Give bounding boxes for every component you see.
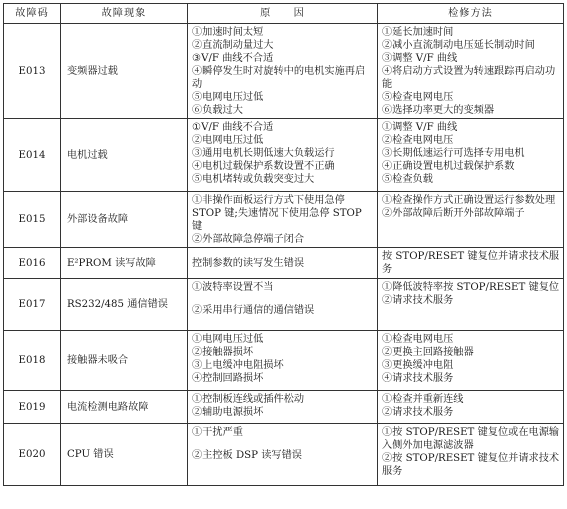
fault-cause <box>188 424 378 486</box>
cause-item: ①控制板连线或插件松动 <box>192 394 305 405</box>
header-symptom: 故障现象 <box>61 4 188 24</box>
fault-fix <box>378 331 564 391</box>
fault-cause <box>188 24 378 119</box>
cause-item: 控制参数的读写发生错误 <box>192 258 305 269</box>
fault-symptom: 外部设备故障 <box>61 192 188 248</box>
table-row <box>4 279 564 331</box>
fix-item: ①检查并重新连线 <box>382 394 464 405</box>
fix-item: ④请求技术服务 <box>382 373 454 384</box>
cause-item: ③上电缓冲电阻损坏 <box>192 360 284 371</box>
cause-item: ②主控板 DSP 读写错误 <box>192 450 302 461</box>
fault-symptom: E²PROM 读写故障 <box>61 248 188 279</box>
cause-item: ①V/F 曲线不合适 <box>192 122 274 133</box>
fault-cause <box>188 192 378 248</box>
fix-item: ①延长加速时间 <box>382 27 454 38</box>
fault-symptom: RS232/485 通信错误 <box>61 279 188 331</box>
table-row <box>4 248 564 279</box>
fix-item: ②请求技术服务 <box>382 295 454 306</box>
fix-item: ②更换主回路接触器 <box>382 347 474 358</box>
fault-fix <box>378 391 564 424</box>
cause-item: ②外部故障急停端子闭合 <box>192 234 305 245</box>
fault-fix <box>378 424 564 486</box>
cause-item: ⑤电网电压过低 <box>192 92 264 103</box>
fix-item: ②检查电网电压 <box>382 135 454 146</box>
fix-item: ①按 STOP/RESET 键复位或在电源输入侧外加电源滤波器 <box>382 427 560 451</box>
table-row <box>4 331 564 391</box>
fix-item: ④将启动方式设置为转速跟踪再启动功能 <box>382 66 556 90</box>
fault-fix <box>378 24 564 119</box>
header-row <box>4 4 564 24</box>
fault-code: E018 <box>4 331 61 391</box>
fault-code: E015 <box>4 192 61 248</box>
fix-item: ⑥选择功率更大的变频器 <box>382 105 495 116</box>
fault-fix <box>378 192 564 248</box>
fix-item: 按 STOP/RESET 键复位并请求技术服务 <box>382 251 560 275</box>
cause-item: ①加速时间太短 <box>192 27 264 38</box>
fix-item: ①调整 V/F 曲线 <box>382 122 458 133</box>
fix-item: ①降低波特率按 STOP/RESET 键复位 <box>382 282 560 293</box>
fault-symptom: 接触器未吸合 <box>61 331 188 391</box>
fault-code: E020 <box>4 424 61 486</box>
fix-item: ②减小直流制动电压延长制动时间 <box>382 40 535 51</box>
cause-item: ④瞬停发生时对旋转中的电机实施再启动 <box>192 66 366 90</box>
fault-code-table <box>3 3 564 486</box>
table-row <box>4 192 564 248</box>
fault-symptom: 变频器过载 <box>61 24 188 119</box>
cause-item: ②辅助电源损坏 <box>192 407 264 418</box>
fault-cause <box>188 331 378 391</box>
fault-code: E016 <box>4 248 61 279</box>
fault-cause <box>188 279 378 331</box>
cause-item: ③通用电机长期低速大负载运行 <box>192 148 335 159</box>
fault-cause <box>188 119 378 192</box>
fix-item: ④正确设置电机过载保护系数 <box>382 161 515 172</box>
cause-item: ①波特率设置不当 <box>192 282 274 293</box>
cause-item: ④电机过载保护系数设置不正确 <box>192 161 335 172</box>
fault-code: E013 <box>4 24 61 119</box>
table-row <box>4 119 564 192</box>
cause-item: ②电网电压过低 <box>192 135 264 146</box>
table-row <box>4 24 564 119</box>
header-cause: 原 因 <box>188 4 378 24</box>
fix-item: ③调整 V/F 曲线 <box>382 53 458 64</box>
fault-fix <box>378 119 564 192</box>
fault-symptom: 电机过载 <box>61 119 188 192</box>
cause-item: ①干扰严重 <box>192 427 243 438</box>
fix-item: ①检查操作方式正确设置运行参数处理 <box>382 195 556 206</box>
cause-item: ⑤电机堵转或负载突变过大 <box>192 174 315 185</box>
fix-item: ②外部故障后断开外部故障端子 <box>382 208 525 219</box>
fix-item: ②按 STOP/RESET 键复位并请求技术服务 <box>382 453 560 477</box>
cause-item: ②采用串行通信的通信错误 <box>192 305 315 316</box>
fault-cause <box>188 248 378 279</box>
fault-symptom: CPU 错误 <box>61 424 188 486</box>
fault-fix <box>378 248 564 279</box>
fix-item: ③长期低速运行可选择专用电机 <box>382 148 525 159</box>
fix-item: ②请求技术服务 <box>382 407 454 418</box>
cause-item: ①非操作面板运行方式下使用急停 STOP 键;失速情况下使用急停 STOP 键 <box>192 195 362 232</box>
fix-item: ③更换缓冲电阻 <box>382 360 454 371</box>
fault-code: E017 <box>4 279 61 331</box>
fault-symptom: 电流检测电路故障 <box>61 391 188 424</box>
fix-item: ①检查电网电压 <box>382 334 454 345</box>
fault-cause <box>188 391 378 424</box>
cause-item: ④控制回路损坏 <box>192 373 264 384</box>
fix-item: ⑤检查电网电压 <box>382 92 454 103</box>
fix-item: ⑤检查负载 <box>382 174 433 185</box>
fault-fix <box>378 279 564 331</box>
header-code: 故障码 <box>4 4 61 24</box>
cause-item: ③V/F 曲线不合适 <box>192 53 274 64</box>
fault-code: E014 <box>4 119 61 192</box>
cause-item: ①电网电压过低 <box>192 334 264 345</box>
header-fix: 检修方法 <box>378 4 564 24</box>
table-row <box>4 391 564 424</box>
cause-item: ②接触器损坏 <box>192 347 254 358</box>
fault-code: E019 <box>4 391 61 424</box>
table-row <box>4 424 564 486</box>
cause-item: ⑥负载过大 <box>192 105 243 116</box>
cause-item: ②直流制动量过大 <box>192 40 274 51</box>
